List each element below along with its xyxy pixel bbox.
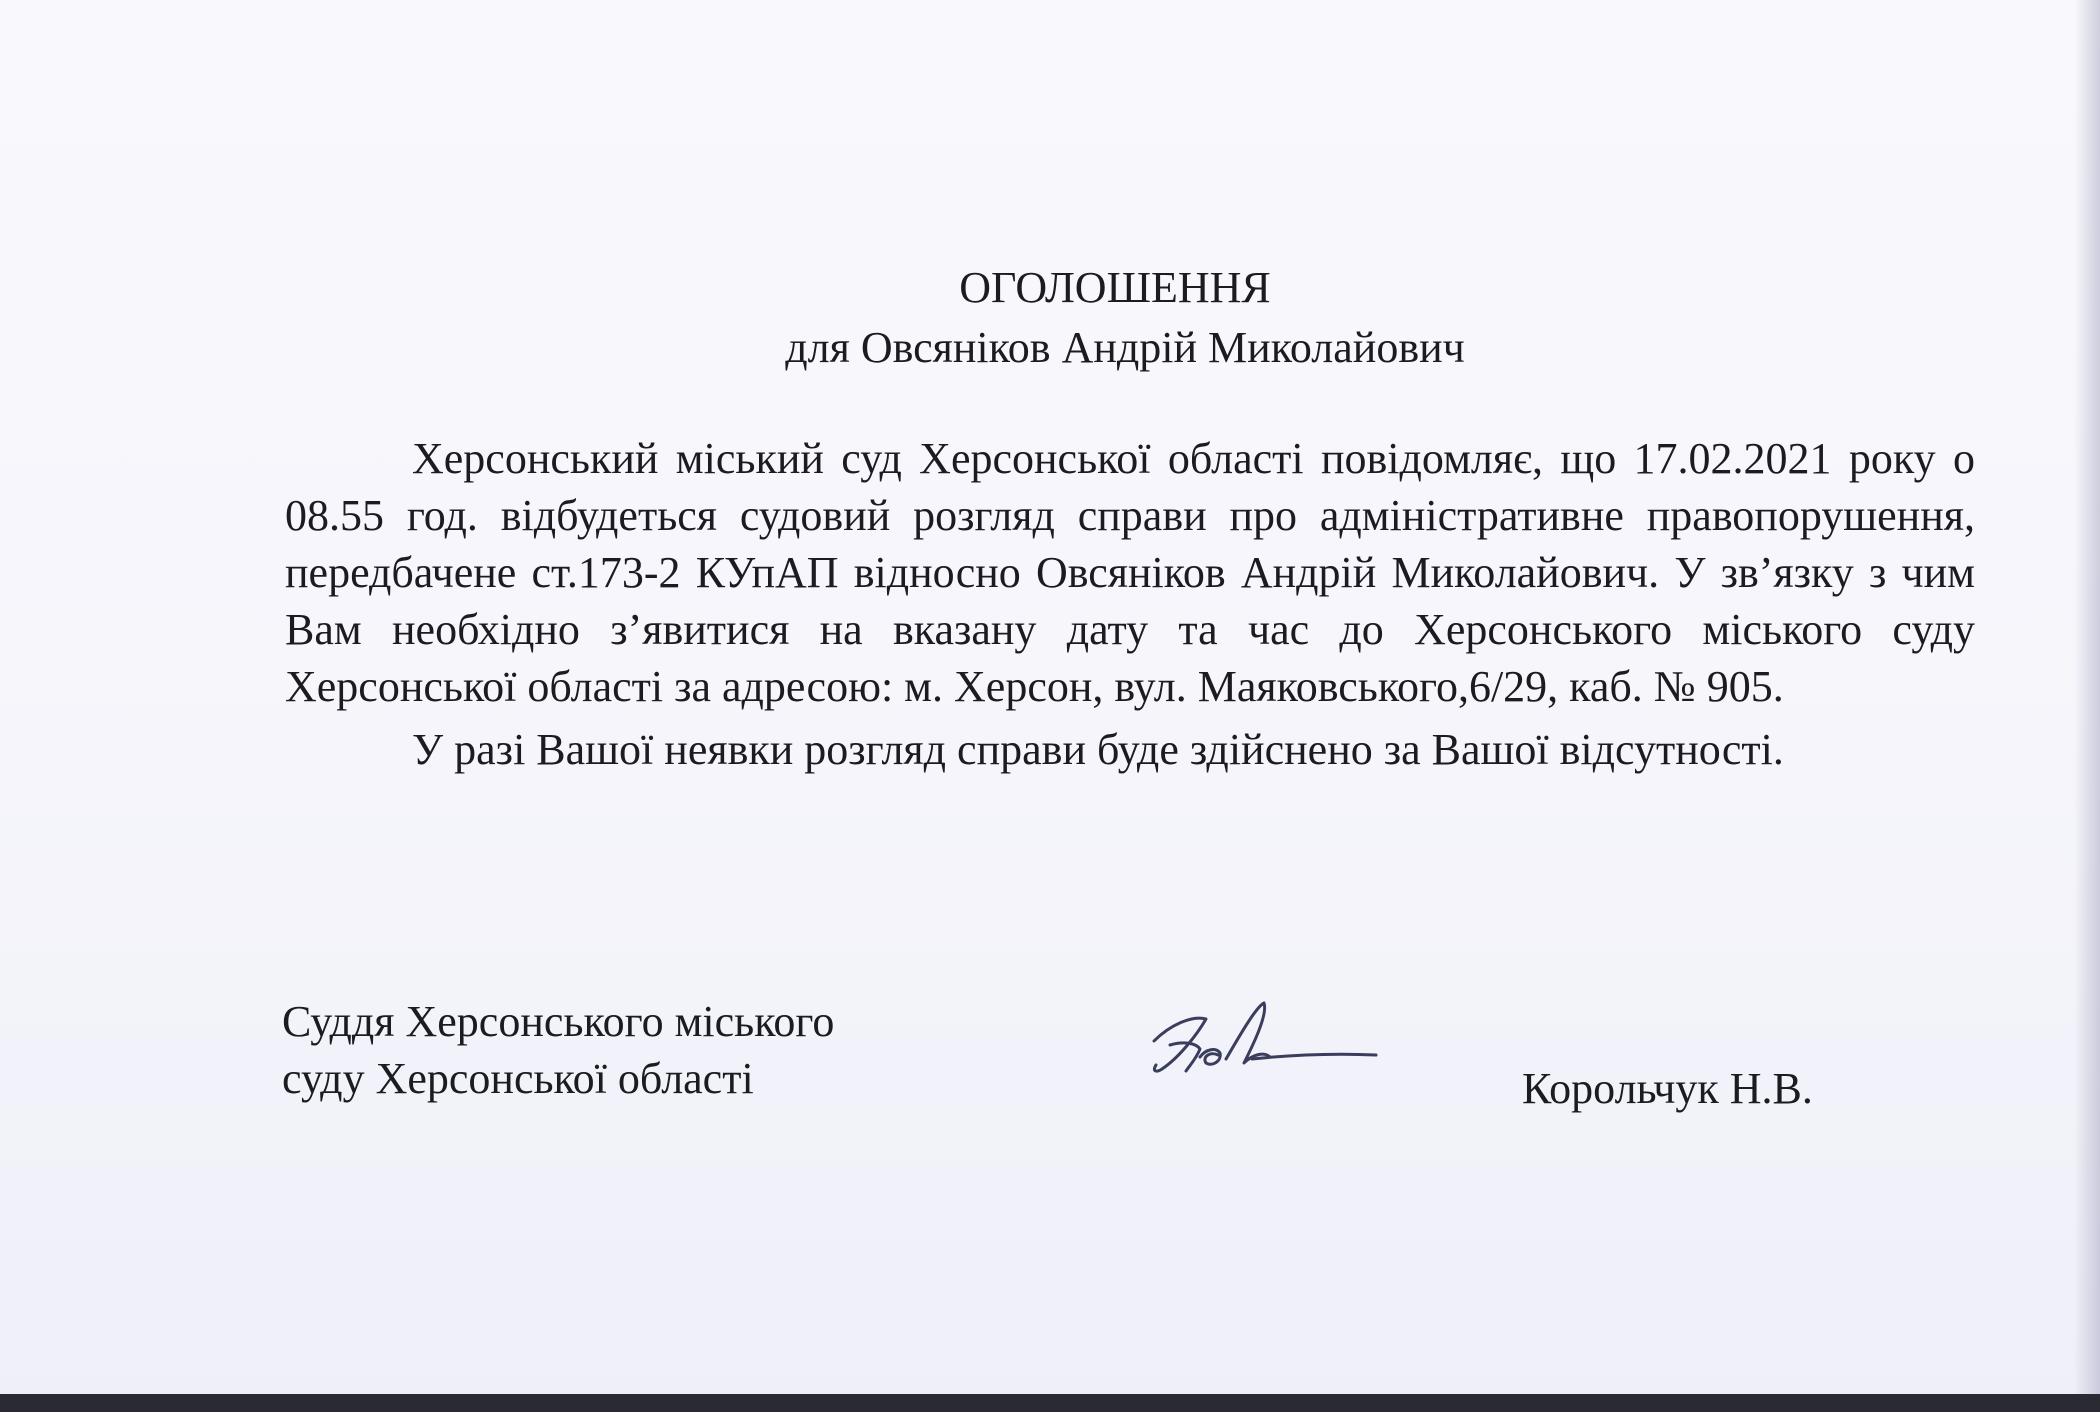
notice-title: ОГОЛОШЕННЯ	[959, 263, 1271, 312]
judge-position-line-1: Суддя Херсонського міського	[282, 997, 835, 1046]
notice-heading	[0, 258, 2100, 378]
notice-body	[285, 430, 1975, 778]
judge-name: Корольчук Н.В.	[1522, 1064, 1813, 1113]
scan-bottom-edge	[0, 1394, 2100, 1412]
notice-paragraph-absence: У разі Вашої неявки розгляд справи буде здійснено за Вашої відсутності.	[412, 725, 1784, 774]
judge-position-line-2: суду Херсонської області	[282, 1054, 754, 1103]
notice-paragraph-main: Херсонський міський суд Херсонської області повідомляє, що 17.02.2021 року о 08.55 год. відбудеться судовий розгляд справи про адміністративне правопорушення, передбачене ст.173-2 КУпАП відносно Овсяніков Андрій Миколайович. У зв’язку з чим Вам необхідно з’явитися на вказану дату та час до Херсонського міського суду Херсонської області за адресою: м. Херсон, вул. Маяковського,6/29, каб. № 905.	[285, 434, 1975, 711]
handwritten-signature-icon	[1140, 985, 1390, 1095]
page-edge-shadow	[2074, 0, 2100, 1412]
judge-position	[282, 993, 834, 1107]
notice-recipient: для Овсяніков Андрій Миколайович	[785, 323, 1465, 372]
